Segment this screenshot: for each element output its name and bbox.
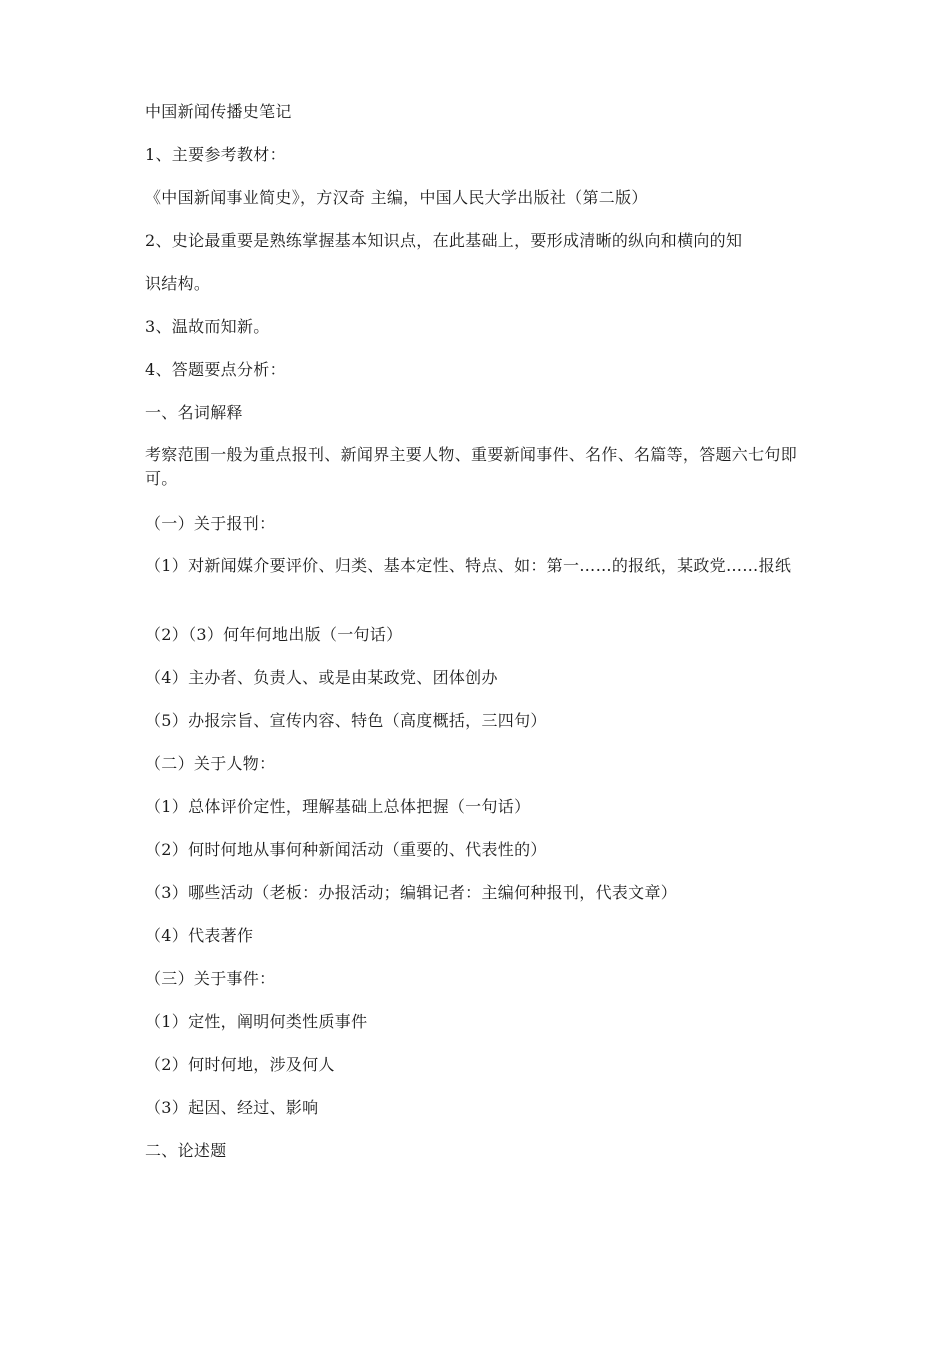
people-point-3: （3）哪些活动（老板：办报活动；编辑记者：主编何种报刊，代表文章） — [145, 883, 678, 902]
events-point-1: （1）定性，阐明何类性质事件 — [145, 1012, 368, 1031]
section-terms-intro: 考察范围一般为重点报刊、新闻界主要人物、重要新闻事件、名作、名篇等，答题六七句即可。 — [145, 445, 798, 488]
section-essay-heading: 二、论述题 — [145, 1141, 227, 1160]
newspapers-point-4: （4）主办者、负责人、或是由某政党、团体创办 — [145, 668, 498, 687]
people-point-4: （4）代表著作 — [145, 926, 254, 945]
item-textbook-heading: 1、主要参考教材： — [145, 145, 286, 164]
item-answer-analysis: 4、答题要点分析： — [145, 360, 286, 379]
people-point-1: （1）总体评价定性，理解基础上总体把握（一句话） — [145, 797, 531, 816]
events-point-3: （3）起因、经过、影响 — [145, 1098, 319, 1117]
events-heading: （三）关于事件： — [145, 969, 276, 988]
section-terms-heading: 一、名词解释 — [145, 403, 243, 422]
people-point-2: （2）何时何地从事何种新闻活动（重要的、代表性的） — [145, 840, 547, 859]
newspapers-point-2-3: （2）（3）何年何地出版（一句话） — [145, 625, 403, 644]
newspapers-point-1: （1）对新闻媒介要评价、归类、基本定性、特点、如：第一……的报纸，某政党……报纸 — [145, 556, 792, 575]
item-study-advice-line1: 2、史论最重要是熟练掌握基本知识点，在此基础上，要形成清晰的纵向和横向的知 — [145, 231, 743, 250]
people-heading: （二）关于人物： — [145, 754, 276, 773]
newspapers-heading: （一）关于报刊： — [145, 514, 276, 533]
item-review: 3、温故而知新。 — [145, 317, 270, 336]
document-title: 中国新闻传播史笔记 — [145, 102, 292, 121]
events-point-2: （2）何时何地，涉及何人 — [145, 1055, 335, 1074]
newspapers-point-5: （5）办报宗旨、宣传内容、特色（高度概括，三四句） — [145, 711, 547, 730]
item-study-advice-line2: 识结构。 — [145, 274, 211, 293]
textbook-reference: 《中国新闻事业简史》，方汉奇 主编，中国人民大学出版社（第二版） — [145, 188, 648, 207]
